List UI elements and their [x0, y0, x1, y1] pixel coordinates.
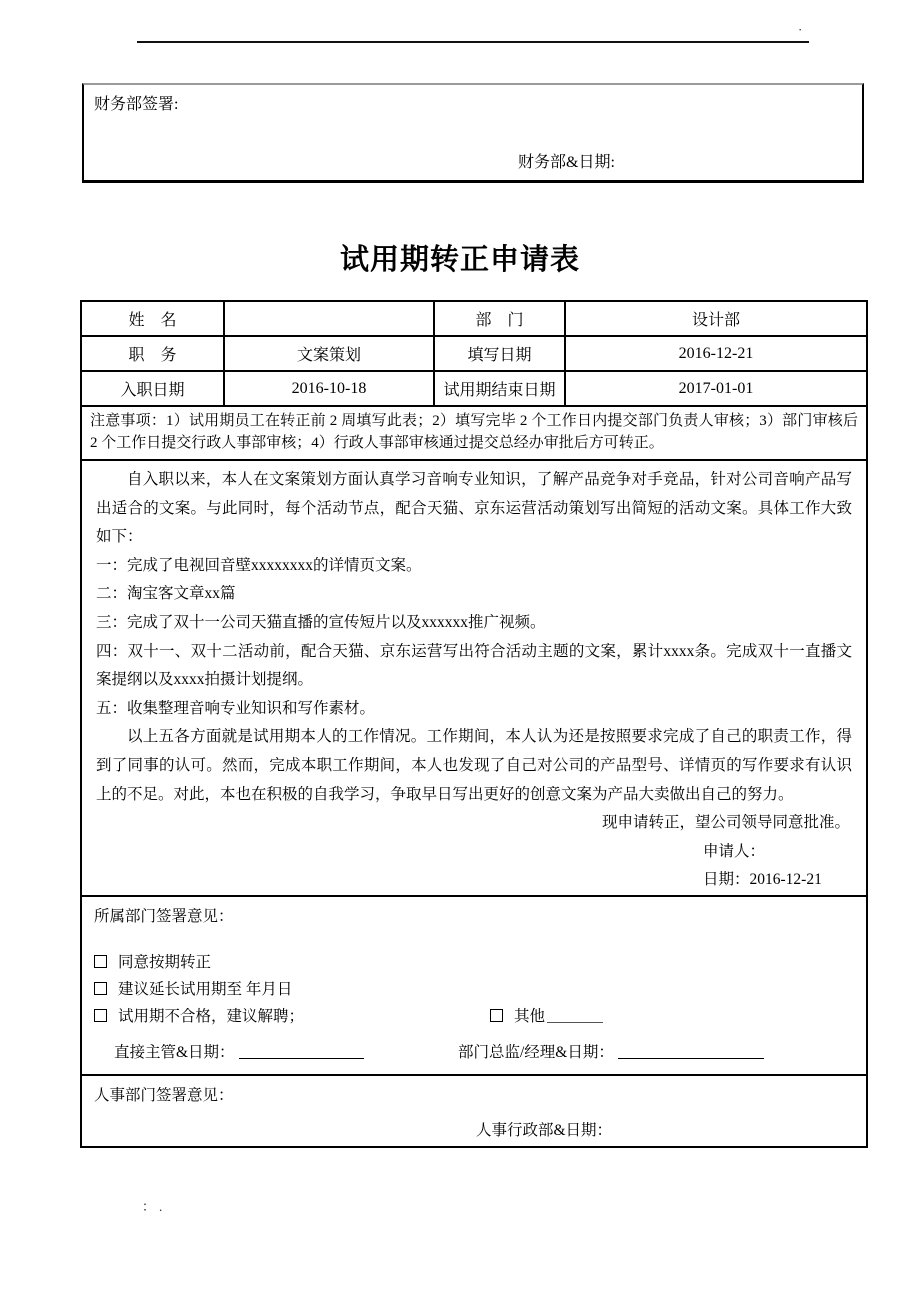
hr-opinion-title: 人事部门签署意见： [94, 1086, 234, 1104]
hr-date-label: 人事行政部&日期： [476, 1121, 613, 1139]
page-title: 试用期转正申请表 [339, 244, 580, 276]
checkbox-other-icon[interactable] [490, 1009, 503, 1022]
checkbox-approve-icon[interactable] [94, 955, 107, 968]
option-approve-row [94, 949, 854, 976]
probation-end-value-cell: 2017-01-01 [565, 371, 867, 406]
dept-label-cell: 部 门 [434, 301, 565, 336]
supervisor-signature-line [239, 1046, 364, 1059]
option-extend-row [94, 976, 854, 1003]
work-item-4: 四：双十一、双十二活动前，配合天猫、京东运营写出符合活动主题的文案，累计xxxx条。完成双十一直播文案提纲以及xxxx拍摄计划提纲。 [96, 642, 852, 689]
entry-date-value-cell: 2016-10-18 [224, 371, 434, 406]
fill-date-label-cell: 填写日期 [434, 336, 565, 371]
option-other-group [490, 1003, 603, 1030]
dept-sign-row [94, 1040, 854, 1066]
checkbox-dismiss-icon[interactable] [94, 1009, 107, 1022]
position-label-cell: 职 务 [81, 336, 224, 371]
applicant-date: 日期：2016-12-21 [703, 871, 822, 889]
table-row-position-date [81, 336, 867, 371]
summary-paragraph-1: 自入职以来，本人在文案策划方面认真学习音响专业知识，了解产品竞争对手竞品，针对公司音响产品写出适合的文案。与此同时，每个活动节点，配合天猫、京东运营活动策划写出简短的活动文案。具体工作大致如下： [96, 471, 852, 546]
dept-value-cell: 设计部 [565, 301, 867, 336]
supervisor-date-label: 直接主管&日期： [114, 1043, 235, 1061]
option-approve-label: 同意按期转正 [118, 953, 212, 971]
hr-opinion-cell [81, 1075, 867, 1147]
option-extend-label: 建议延长试用期至 年月日 [118, 980, 293, 998]
option-dismiss-row [94, 1003, 854, 1030]
finance-signature-box [82, 83, 864, 183]
request-line: 现申请转正，望公司领导同意批准。 [601, 814, 850, 832]
manager-date-label: 部门总监/经理&日期： [458, 1043, 614, 1061]
finance-date-label: 财务部&日期: [518, 154, 615, 171]
manager-sign-group [458, 1040, 764, 1066]
other-blank-line [547, 1010, 603, 1023]
table-row-body [81, 460, 867, 896]
name-value-cell [224, 301, 434, 336]
header-rule [137, 41, 809, 43]
option-dismiss-label: 试用期不合格，建议解聘； [118, 1007, 305, 1025]
table-row-notice [81, 406, 867, 460]
dept-opinion-cell [81, 896, 867, 1075]
applicant-sign-block [703, 838, 843, 895]
dept-option-list [94, 949, 854, 1030]
top-dot: · [798, 22, 803, 37]
name-label-cell: 姓 名 [81, 301, 224, 336]
work-summary-cell [81, 460, 867, 896]
work-item-3: 三：完成了双十一公司天猫直播的宣传短片以及xxxxxx推广视频。 [96, 613, 546, 631]
applicant-label: 申请人： [703, 842, 766, 860]
probation-end-label-cell: 试用期结束日期 [434, 371, 565, 406]
table-row-name-dept [81, 301, 867, 336]
option-other-label: 其他 [514, 1007, 546, 1025]
table-row-hr-opinion [81, 1075, 867, 1147]
manager-signature-line [618, 1046, 764, 1059]
table-row-dept-opinion [81, 896, 867, 1075]
table-row-entry-probation [81, 371, 867, 406]
dept-opinion-wrap [82, 897, 866, 1074]
finance-sign-label: 财务部签署: [94, 96, 179, 113]
checkbox-extend-icon[interactable] [94, 982, 107, 995]
entry-date-label-cell: 入职日期 [81, 371, 224, 406]
summary-paragraph-2: 以上五各方面就是试用期本人的工作情况。工作期间，本人认为还是按照要求完成了自己的职责工作，得到了同事的认可。然而，完成本职工作期间，本人也发现了自己对公司的产品型号、详情页的写作要求有认识上的不足。对此，本也在积极的自我学习，争取早日写出更好的创意文案为产品大卖做出自己的努力。 [96, 728, 852, 803]
footer-mark: ：. [142, 1199, 167, 1214]
dept-opinion-title: 所属部门签署意见： [94, 907, 234, 925]
notice-text: 注意事项：1）试用期员工在转正前 2 周填写此表；2）填写完毕 2 个工作日内提交部门负责人审核；3）部门审核后 2 个工作日提交行政人事部审核；4）行政人事部审核通过提交总经办审批后方可转正。 [81, 406, 867, 460]
work-item-5: 五：收集整理音响专业知识和写作素材。 [96, 699, 376, 717]
fill-date-value-cell: 2016-12-21 [565, 336, 867, 371]
work-item-2: 二：淘宝客文章xx篇 [96, 585, 236, 603]
position-value-cell: 文案策划 [224, 336, 434, 371]
work-item-1: 一：完成了电视回音壁xxxxxxxx的详情页文案。 [96, 556, 422, 574]
hr-opinion-wrap [82, 1076, 866, 1146]
application-form-table [80, 300, 868, 1148]
